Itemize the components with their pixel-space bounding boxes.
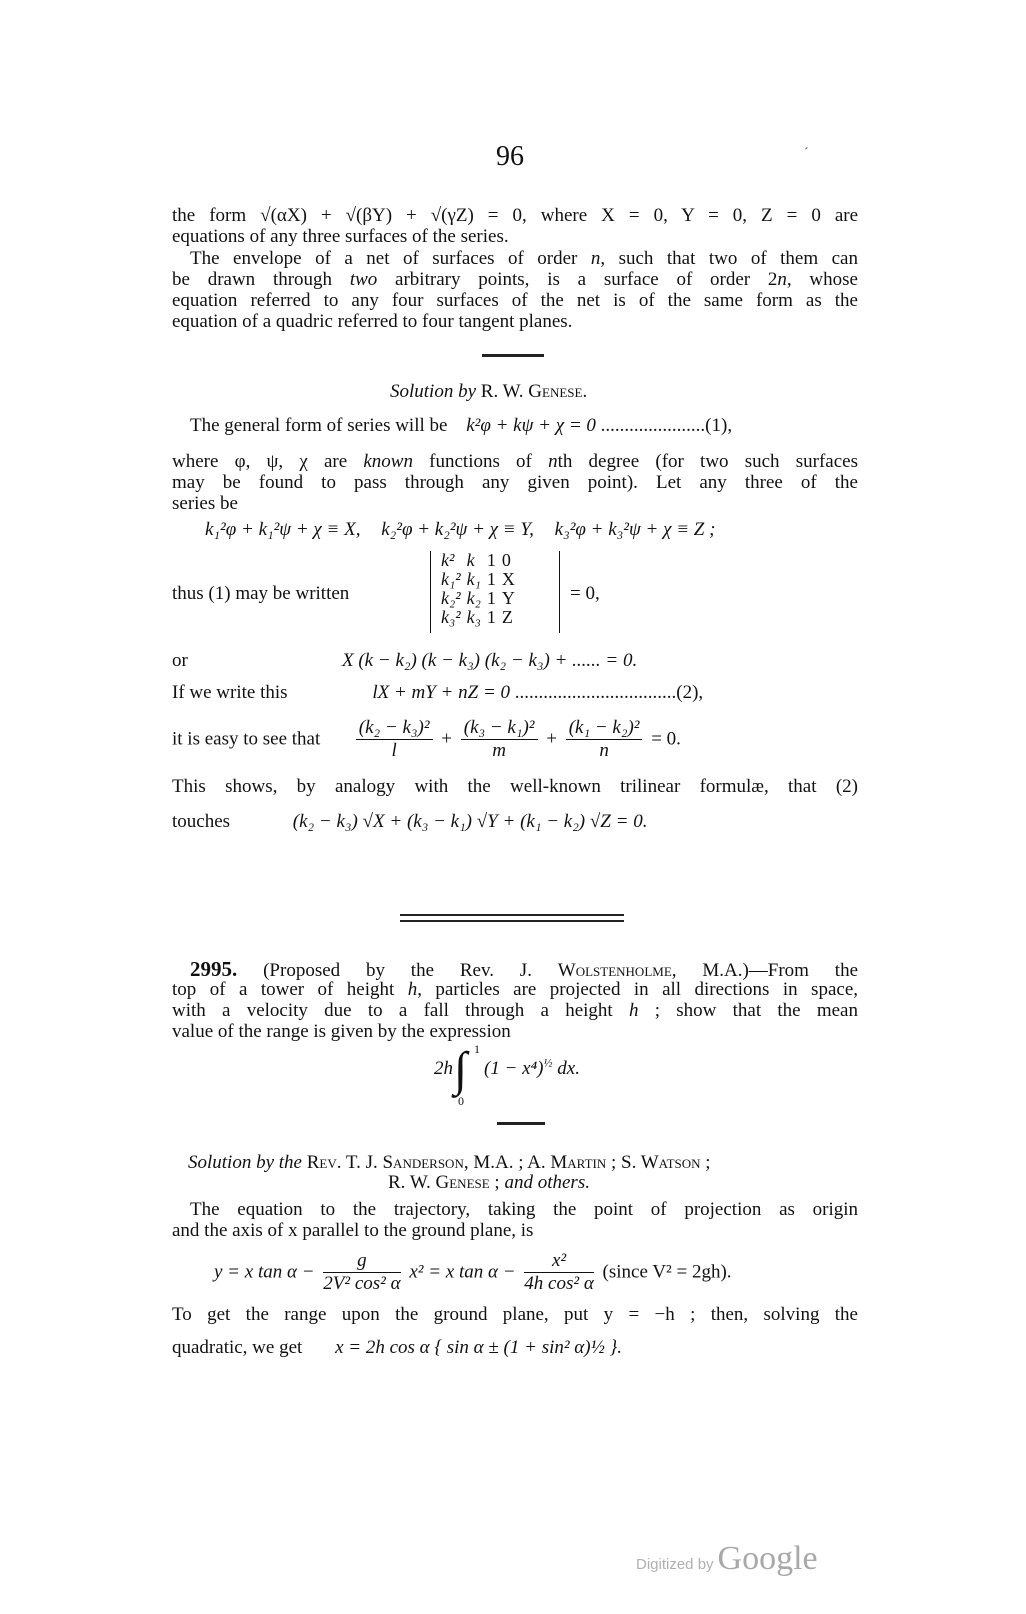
differential: dx. <box>557 1058 580 1079</box>
numerator: (k₂ − k₃)² <box>356 718 433 740</box>
integral-sign-icon: ∫ <box>454 1043 468 1096</box>
text: top of a tower of height <box>172 979 408 1000</box>
cell: 1 <box>486 607 496 627</box>
text: arbitrary points, is a surface of order 2 <box>377 269 778 290</box>
determinant <box>430 551 560 633</box>
fraction <box>356 718 433 761</box>
text: Solution by <box>390 381 477 402</box>
text: The envelope of a net of surfaces of order <box>190 248 591 269</box>
text: The general form of series will be <box>190 415 448 436</box>
upper-limit: 1 <box>474 1042 480 1056</box>
corner-mark: ´ <box>804 146 809 161</box>
text: , particles are projected in all directions in space, <box>417 979 858 1000</box>
cell: 1 <box>486 588 496 608</box>
author-name: Wolstenholme <box>557 960 672 981</box>
text: th degree (for two such surfaces <box>557 451 858 472</box>
equation-line <box>172 1338 858 1358</box>
text: and others. <box>504 1172 590 1193</box>
operator: + <box>546 728 557 750</box>
denominator: n <box>599 740 609 761</box>
text-line: To get the range upon the ground plane, put y = −h ; then, solving the <box>172 1304 858 1325</box>
formula: k₁²φ + k₁²ψ + χ ≡ X, <box>205 519 361 540</box>
text-line: equation of a quadric referred to four tangent planes. <box>172 311 573 332</box>
section-rule <box>497 1122 545 1125</box>
formula: (since V² = 2gh). <box>602 1261 732 1283</box>
formula: k₃²φ + k₃²ψ + χ ≡ Z ; <box>554 519 716 540</box>
cell: Y <box>501 588 515 608</box>
cell: k₂² <box>441 588 461 608</box>
equation-line <box>172 683 858 703</box>
equation-label: (1), <box>705 415 733 436</box>
coefficient: 2h <box>434 1058 453 1079</box>
determinant-grid <box>441 551 521 627</box>
integrand: (1 − x⁴) <box>484 1058 544 1079</box>
text: n <box>548 451 558 472</box>
leader-dots: ...................... <box>600 415 706 436</box>
integral-expression <box>434 1042 604 1108</box>
cell: 1 <box>486 550 496 570</box>
cell: k₂ <box>466 588 481 608</box>
text-line: value of the range is given by the expression <box>172 1021 511 1042</box>
author-names: R. W. Genese ; <box>388 1172 500 1193</box>
text: it is easy to see that <box>172 728 321 750</box>
text: ; show that the mean <box>638 1000 858 1021</box>
formula: √(αX) + √(βY) + √(γZ) = 0, <box>260 205 527 226</box>
formula: (k₂ − k₃) √X + (k₃ − k₁) √Y + (k₁ − k₂) √Z = 0. <box>292 811 648 832</box>
double-rule-bottom <box>400 920 624 922</box>
text-line: series be <box>172 493 238 514</box>
text: where φ, ψ, χ are <box>172 451 364 472</box>
text: where X = 0, Y = 0, Z = 0 are <box>540 205 859 226</box>
text: n <box>590 248 601 269</box>
text: If we write this <box>172 682 288 703</box>
cell: 1 <box>486 569 496 589</box>
text: h <box>407 979 418 1000</box>
text-line <box>172 452 858 472</box>
text: n <box>777 269 787 290</box>
numerator: x² <box>524 1251 594 1273</box>
equation-line <box>190 416 858 436</box>
text-line <box>172 980 858 1000</box>
text-line: may be found to pass through any given point). Let any three of the <box>172 472 858 493</box>
text: h <box>628 1000 639 1021</box>
exponent: ½ <box>543 1055 553 1070</box>
equation-line <box>172 812 858 832</box>
google-logo: Google <box>717 1540 818 1577</box>
text-line <box>172 270 858 290</box>
text: , whose <box>786 269 858 290</box>
denominator: 4h cos² α <box>524 1273 594 1294</box>
text-line: and the axis of x parallel to the ground plane, is <box>172 1220 534 1241</box>
text: known <box>363 451 413 472</box>
formula: y = x tan α − <box>214 1261 315 1283</box>
fraction <box>461 718 538 761</box>
solution-heading-line2 <box>388 1172 590 1194</box>
text: Solution by the <box>188 1152 302 1173</box>
denominator: 2V² cos² α <box>323 1273 401 1294</box>
equation-line <box>172 718 681 761</box>
problem-number: 2995. <box>190 957 238 981</box>
author-name: R. W. Genese. <box>480 381 588 402</box>
double-rule-top <box>400 914 624 916</box>
formula: X (k − k₂) (k − k₃) (k₂ − k₃) + ...... = 0. <box>342 650 638 671</box>
text-line: The equation to the trajectory, taking the point of projection as origin <box>190 1199 858 1220</box>
series-equations <box>205 519 715 541</box>
text: quadratic, we get <box>172 1337 303 1358</box>
problem-statement-line <box>190 959 858 981</box>
numerator: (k₃ − k₁)² <box>461 718 538 740</box>
text-line <box>190 249 858 269</box>
cell: k₃ <box>466 607 481 627</box>
cell: k₁ <box>466 569 481 589</box>
author-names: Rev. T. J. Sanderson, M.A. ; A. Martin ; S. Watson ; <box>306 1152 711 1173</box>
cell: Z <box>501 607 513 627</box>
cell: X <box>501 569 515 589</box>
text: be drawn through <box>172 269 350 290</box>
digitized-by-google-watermark <box>636 1540 818 1578</box>
text: with a velocity due to a fall through a height <box>172 1000 629 1021</box>
formula: k²φ + kψ + χ = 0 <box>466 415 596 436</box>
text: the form <box>172 205 247 226</box>
operator: + <box>441 728 452 750</box>
section-rule <box>482 354 544 357</box>
watermark-text: Digitized by <box>636 1556 714 1573</box>
text: = 0, <box>570 583 600 604</box>
solution-heading <box>390 381 587 403</box>
fraction <box>566 718 643 761</box>
text-line: equation referred to any four surfaces of the net is of the same form as the <box>172 290 858 311</box>
text: , M.A.)—From the <box>671 960 859 981</box>
equation-label: (2), <box>676 682 704 703</box>
denominator: m <box>492 740 506 761</box>
formula: k₂²φ + k₂²ψ + χ ≡ Y, <box>381 519 534 540</box>
cell: 0 <box>501 550 511 570</box>
text-line <box>172 1001 858 1021</box>
fraction <box>524 1251 594 1294</box>
numerator: g <box>323 1251 400 1273</box>
text: touches <box>172 811 231 832</box>
text-line: This shows, by analogy with the well-known trilinear formulæ, that (2) <box>172 776 858 797</box>
text: two <box>349 269 378 290</box>
cell: k <box>466 550 475 570</box>
solution-heading <box>188 1152 711 1174</box>
cell: k₁² <box>441 569 461 589</box>
cell: k² <box>441 550 455 570</box>
text-line <box>172 206 858 226</box>
text: (Proposed by the Rev. J. <box>263 960 558 981</box>
trajectory-equation <box>214 1251 732 1294</box>
text: = 0. <box>651 728 681 750</box>
leader-dots: .................................. <box>514 682 677 703</box>
fraction <box>323 1251 400 1294</box>
lower-limit: 0 <box>458 1094 464 1108</box>
text: or <box>172 650 188 671</box>
formula: x = 2h cos α { sin α ± (1 + sin² α)½ }. <box>335 1337 622 1358</box>
text-line: equations of any three surfaces of the series. <box>172 226 509 247</box>
text: , such that two of them can <box>600 248 858 269</box>
formula: lX + mY + nZ = 0 <box>372 682 511 703</box>
text: functions of <box>412 451 549 472</box>
page-number: 96 <box>496 141 524 172</box>
denominator: l <box>391 740 397 761</box>
numerator: (k₁ − k₂)² <box>566 718 643 740</box>
cell: k₃² <box>441 607 461 627</box>
text: thus (1) may be written <box>172 583 350 604</box>
formula: x² = x tan α − <box>409 1261 516 1283</box>
